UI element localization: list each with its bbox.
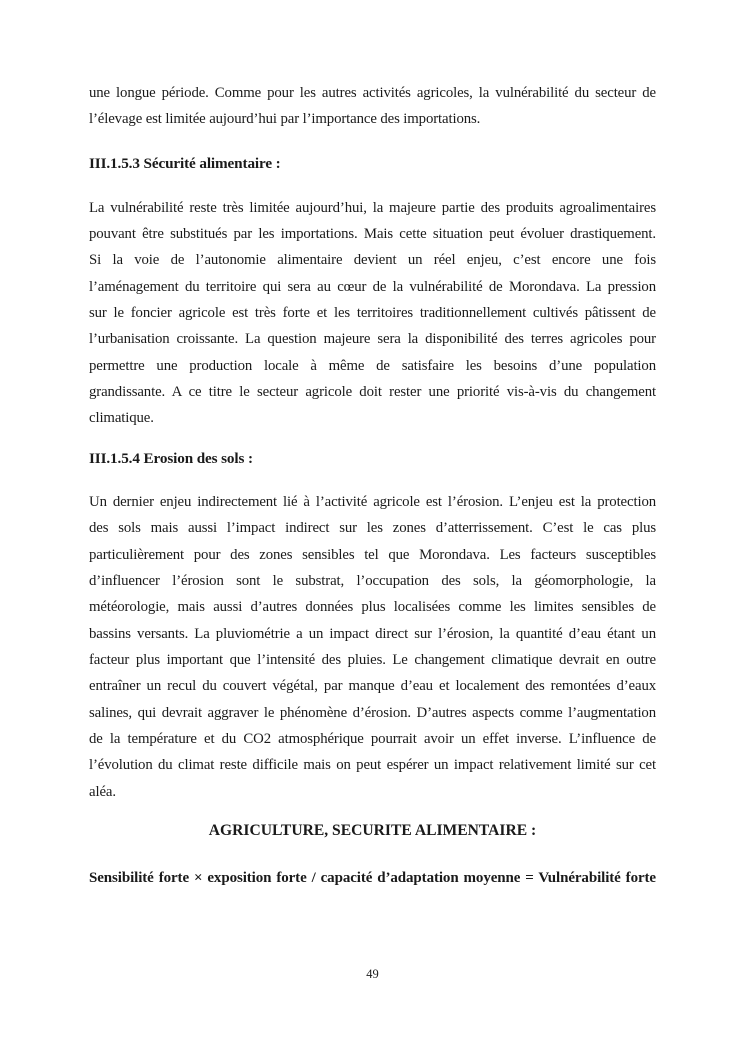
text-line: entraîner un recul du couvert végétal, par manque d’eau et localement des remontées d’eaux xyxy=(89,678,656,695)
text-line: Un dernier enjeu indirectement lié à l’activité agricole est l’érosion. L’enjeu est la protection xyxy=(89,493,656,510)
text-line: d’influencer l’érosion sont le substrat, l’occupation des sols, la géomorphologie, la xyxy=(89,573,656,589)
text-line: facteur plus important que l’intensité des pluies. Le changement climatique devrait en outre xyxy=(89,652,656,669)
text-line: bassins versants. La pluviométrie a un impact direct sur l’érosion, la quantité d’eau étant un xyxy=(89,625,656,642)
text-line: pouvant être substitués par les importations. Mais cette situation peut évoluer drastiquement. xyxy=(89,225,656,242)
text-line: salines, qui devrait aggraver le phénomène d’érosion. D’autres aspects comme l’augmentation xyxy=(89,704,656,721)
text-line: des sols mais aussi l’impact indirect sur les zones d’atterrissement. C’est le cas plus xyxy=(89,520,656,537)
section-heading-soil-erosion: III.1.5.4 Erosion des sols : xyxy=(89,449,253,467)
text-column xyxy=(89,80,656,892)
page-number: 49 xyxy=(366,967,379,981)
text-line: l’aménagement du territoire qui sera au cœur de la vulnérabilité de Morondava. La pression xyxy=(89,278,656,295)
text-line: l’évolution du climat reste difficile mais on peut espérer un impact relativement limité sur cet xyxy=(89,757,656,774)
vulnerability-formula: Sensibilité forte × exposition forte / capacité d’adaptation moyenne = Vulnérabilité forte xyxy=(89,870,656,887)
conclusion-heading: AGRICULTURE, SECURITE ALIMENTAIRE : xyxy=(208,822,537,840)
paragraph-food-security xyxy=(89,195,656,432)
text-line: de la température et du CO2 atmosphérique pourrait avoir un effet inverse. L’influence de xyxy=(89,731,656,748)
text-line: La vulnérabilité reste très limitée aujourd’hui, la majeure partie des produits agroalimentaires xyxy=(89,199,656,216)
text-line: météorologie, mais aussi d’autres données plus localisées comme les limites sensibles de xyxy=(89,599,656,616)
text-line: l’élevage est limitée aujourd’hui par l’importance des importations. xyxy=(89,111,481,128)
text-line: grandissante. A ce titre le secteur agricole doit rester une priorité vis-à-vis du changement xyxy=(89,383,656,400)
paragraph-soil-erosion xyxy=(89,489,656,805)
text-line: climatique. xyxy=(89,410,154,427)
text-line: une longue période. Comme pour les autres activités agricoles, la vulnérabilité du secteur de xyxy=(89,85,656,101)
text-line: sur le foncier agricole est très forte et les territoires traditionnellement cultivés pâtissent de xyxy=(89,304,656,321)
section-heading-food-security: III.1.5.3 Sécurité alimentaire : xyxy=(89,155,281,173)
text-line: permettre une production locale à même de satisfaire les besoins d’une population xyxy=(89,357,656,374)
text-line: particulièrement pour des zones sensibles tel que Morondava. Les facteurs susceptibles xyxy=(89,546,656,563)
paragraph-livestock-continuation xyxy=(89,80,656,133)
text-line: aléa. xyxy=(89,783,116,800)
text-line: l’urbanisation croissante. La question majeure sera la disponibilité des terres agricoles pour xyxy=(89,331,656,348)
text-line: Si la voie de l’autonomie alimentaire devient un réel enjeu, c’est encore une fois xyxy=(89,252,656,269)
